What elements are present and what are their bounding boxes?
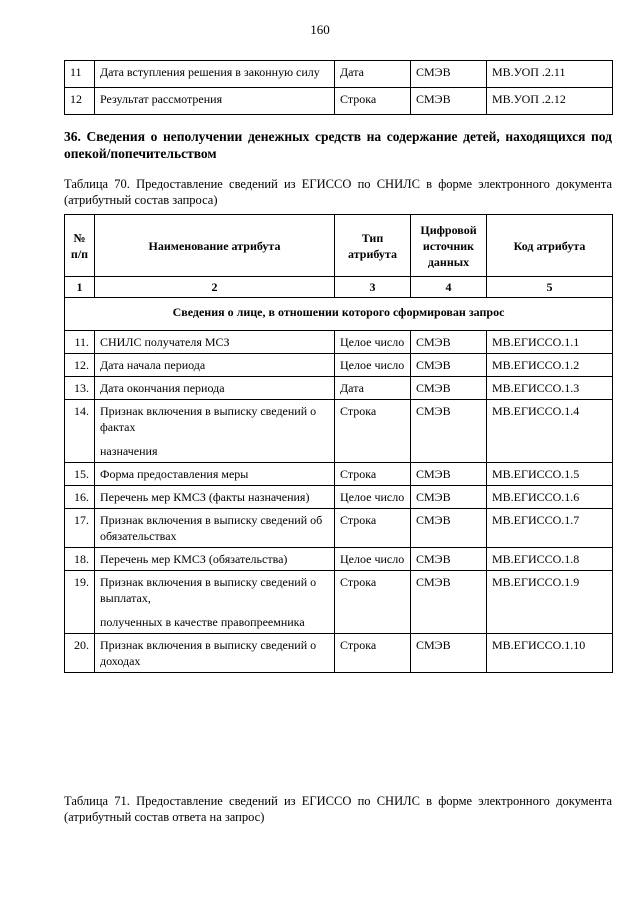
column-number-row	[65, 277, 613, 298]
table-row	[65, 354, 613, 377]
table-row	[65, 509, 613, 548]
attribute-name: Перечень мер КМСЗ (обязательства)	[100, 552, 288, 566]
col-number: 4	[411, 277, 487, 298]
cell-source: СМЭВ	[411, 509, 487, 548]
cell-code: МВ.ЕГИССО.1.10	[487, 634, 613, 673]
attribute-name: Признак включения в выписку сведений о выплатах,	[100, 575, 317, 605]
cell-type: Строка	[335, 634, 411, 673]
cell-num: 15.	[65, 463, 95, 486]
cell-source: СМЭВ	[411, 463, 487, 486]
table-row	[65, 331, 613, 354]
cell-name	[95, 509, 335, 548]
col-number: 5	[487, 277, 613, 298]
cell-name	[95, 331, 335, 354]
cell-name	[95, 354, 335, 377]
cell-code: МВ.ЕГИССО.1.4	[487, 400, 613, 463]
attribute-name: Форма предоставления меры	[100, 467, 249, 481]
cell-num: 18.	[65, 548, 95, 571]
main-table-body	[65, 331, 613, 673]
group-title: Сведения о лице, в отношении которого сформирован запрос	[65, 298, 613, 331]
cell-code: МВ.УОП .2.12	[487, 88, 613, 115]
attribute-name: Признак включения в выписку сведений о фактах	[100, 404, 317, 434]
col-number: 3	[335, 277, 411, 298]
attribute-name-continuation: полученных в качестве правопреемника	[100, 615, 305, 629]
table-row	[65, 486, 613, 509]
top-table-body	[65, 61, 613, 115]
header-code: Код атрибута	[487, 215, 613, 277]
cell-name	[95, 463, 335, 486]
cell-code: МВ.ЕГИССО.1.2	[487, 354, 613, 377]
cell-type: Целое число	[335, 548, 411, 571]
cell-type: Строка	[335, 400, 411, 463]
cell-name: Результат рассмотрения	[95, 88, 335, 115]
cell-type: Дата	[335, 61, 411, 88]
cell-num: 11	[65, 61, 95, 88]
table-row	[65, 400, 613, 463]
table-row	[65, 571, 613, 634]
col-number: 1	[65, 277, 95, 298]
cell-code: МВ.ЕГИССО.1.7	[487, 509, 613, 548]
cell-source: СМЭВ	[411, 571, 487, 634]
cell-num: 13.	[65, 377, 95, 400]
main-table	[64, 214, 613, 673]
cell-type: Строка	[335, 463, 411, 486]
cell-name	[95, 400, 335, 463]
table-row	[65, 634, 613, 673]
cell-num: 16.	[65, 486, 95, 509]
cell-name	[95, 571, 335, 634]
table-row	[65, 61, 613, 88]
cell-type: Целое число	[335, 486, 411, 509]
top-table	[64, 60, 613, 115]
attribute-name: Признак включения в выписку сведений об обязательствах	[100, 513, 323, 543]
cell-source: СМЭВ	[411, 400, 487, 463]
cell-type: Строка	[335, 88, 411, 115]
section-heading: 36. Сведения о неполучении денежных средств на содержание детей, находящихся под опекой/попечительством	[64, 129, 612, 161]
table-row	[65, 88, 613, 115]
cell-source: СМЭВ	[411, 354, 487, 377]
cell-source: СМЭВ	[411, 331, 487, 354]
table-row	[65, 377, 613, 400]
table-70-caption: Таблица 70. Предоставление сведений из ЕГИССО по СНИЛС в форме электронного документа (атрибутный состав запроса)	[64, 177, 612, 207]
cell-num: 20.	[65, 634, 95, 673]
cell-num: 12.	[65, 354, 95, 377]
cell-name	[95, 377, 335, 400]
cell-name	[95, 548, 335, 571]
cell-type: Целое число	[335, 354, 411, 377]
table-row	[65, 548, 613, 571]
cell-source: СМЭВ	[411, 61, 487, 88]
header-name: Наименование атрибута	[95, 215, 335, 277]
cell-type: Дата	[335, 377, 411, 400]
table-71-caption: Таблица 71. Предоставление сведений из ЕГИССО по СНИЛС в форме электронного документа (атрибутный состав ответа на запрос)	[64, 794, 612, 824]
cell-source: СМЭВ	[411, 377, 487, 400]
cell-code: МВ.ЕГИССО.1.1	[487, 331, 613, 354]
cell-name	[95, 634, 335, 673]
cell-type: Строка	[335, 571, 411, 634]
table-row	[65, 463, 613, 486]
header-type: Тип атрибута	[335, 215, 411, 277]
page-number: 160	[310, 22, 330, 37]
cell-code: МВ.ЕГИССО.1.9	[487, 571, 613, 634]
cell-num: 11.	[65, 331, 95, 354]
cell-num: 19.	[65, 571, 95, 634]
cell-source: СМЭВ	[411, 486, 487, 509]
attribute-name: Дата начала периода	[100, 358, 206, 372]
header-source: Цифровой источник данных	[411, 215, 487, 277]
cell-source: СМЭВ	[411, 88, 487, 115]
attribute-name: СНИЛС получателя МСЗ	[100, 335, 230, 349]
cell-code: МВ.УОП .2.11	[487, 61, 613, 88]
group-row	[65, 298, 613, 331]
cell-code: МВ.ЕГИССО.1.3	[487, 377, 613, 400]
cell-code: МВ.ЕГИССО.1.5	[487, 463, 613, 486]
cell-num: 14.	[65, 400, 95, 463]
cell-source: СМЭВ	[411, 548, 487, 571]
attribute-name: Признак включения в выписку сведений о доходах	[100, 638, 317, 668]
header-row	[65, 215, 613, 277]
cell-name: Дата вступления решения в законную силу	[95, 61, 335, 88]
cell-code: МВ.ЕГИССО.1.6	[487, 486, 613, 509]
col-number: 2	[95, 277, 335, 298]
cell-code: МВ.ЕГИССО.1.8	[487, 548, 613, 571]
attribute-name-continuation: назначения	[100, 444, 158, 458]
header-num: № п/п	[65, 215, 95, 277]
attribute-name: Перечень мер КМСЗ (факты назначения)	[100, 490, 310, 504]
cell-type: Строка	[335, 509, 411, 548]
cell-num: 17.	[65, 509, 95, 548]
cell-num: 12	[65, 88, 95, 115]
cell-source: СМЭВ	[411, 634, 487, 673]
cell-type: Целое число	[335, 331, 411, 354]
cell-name	[95, 486, 335, 509]
attribute-name: Дата окончания периода	[100, 381, 225, 395]
